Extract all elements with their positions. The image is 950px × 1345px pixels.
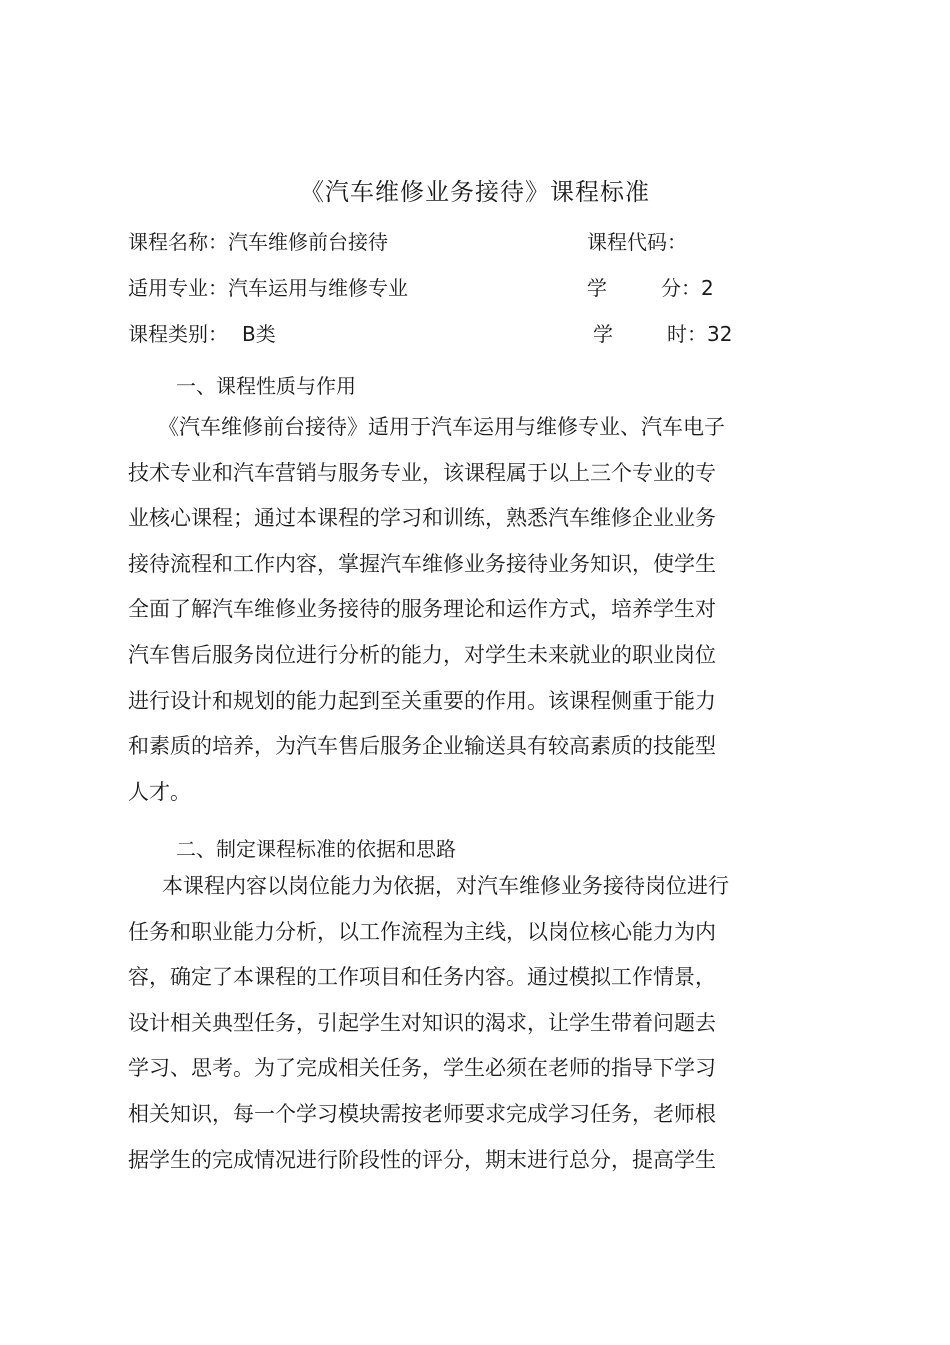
course-name-value: 汽车维修前台接待	[228, 230, 388, 254]
paragraph-line: 任务和职业能力分析，以工作流程为主线，以岗位核心能力为内	[128, 919, 716, 944]
category-row	[128, 318, 276, 347]
credit-row	[587, 272, 714, 301]
category-value: B类	[242, 322, 276, 346]
paragraph-line: 本课程内容以岗位能力为依据，对汽车维修业务接待岗位进行	[162, 874, 729, 898]
paragraph-line: 学习、思考。为了完成相关任务，学生必须在老师的指导下学习	[128, 1056, 716, 1081]
category-label: 课程类别：	[128, 322, 228, 346]
hours-value: 32	[707, 322, 733, 346]
major-label: 适用专业：	[128, 276, 228, 300]
paragraph-line: 容，确定了本课程的工作项目和任务内容。通过模拟工作情景，	[128, 965, 716, 990]
paragraph-line: 进行设计和规划的能力起到至关重要的作用。该课程侧重于能力	[128, 688, 716, 713]
course-name-label: 课程名称：	[128, 230, 228, 254]
course-name-row	[128, 226, 388, 255]
paragraph-line: 《汽车维修前台接待》适用于汽车运用与维修专业、汽车电子	[158, 415, 725, 439]
paragraph-line: 业核心课程；通过本课程的学习和训练，熟悉汽车维修企业业务	[128, 506, 716, 531]
paragraph-line: 技术专业和汽车营销与服务专业，该课程属于以上三个专业的专	[128, 460, 716, 485]
document-title: 《汽车维修业务接待》课程标准	[300, 178, 650, 206]
paragraph-line: 接待流程和工作内容，掌握汽车维修业务接待业务知识，使学生	[128, 551, 716, 576]
section1-heading: 一、课程性质与作用	[176, 374, 356, 398]
paragraph-line: 据学生的完成情况进行阶段性的评分，期末进行总分，提高学生	[128, 1147, 716, 1172]
credit-label-1: 学	[587, 276, 607, 300]
paragraph-line: 全面了解汽车维修业务接待的服务理论和运作方式，培养学生对	[128, 597, 716, 622]
paragraph-line: 设计相关典型任务，引起学生对知识的渴求，让学生带着问题去	[128, 1010, 716, 1035]
hours-row	[593, 318, 732, 347]
course-code-row	[587, 226, 687, 255]
paragraph-line: 和素质的培养，为汽车售后服务企业输送具有较高素质的技能型	[128, 734, 716, 759]
hours-label-2: 时：	[667, 322, 707, 346]
course-code-label: 课程代码：	[587, 230, 687, 254]
major-value: 汽车运用与维修专业	[228, 276, 408, 300]
hours-label-1: 学	[593, 322, 613, 346]
section1-paragraph	[128, 405, 788, 815]
credit-value: 2	[701, 276, 714, 300]
credit-label-2: 分：	[661, 276, 701, 300]
paragraph-line: 汽车售后服务岗位进行分析的能力，对学生未来就业的职业岗位	[128, 642, 716, 667]
section2-heading: 二、制定课程标准的依据和思路	[176, 837, 456, 861]
paragraph-line: 人才。	[128, 779, 191, 804]
section2-paragraph	[128, 864, 788, 1183]
paragraph-line: 相关知识，每一个学习模块需按老师要求完成学习任务，老师根	[128, 1101, 716, 1126]
major-row	[128, 272, 408, 301]
